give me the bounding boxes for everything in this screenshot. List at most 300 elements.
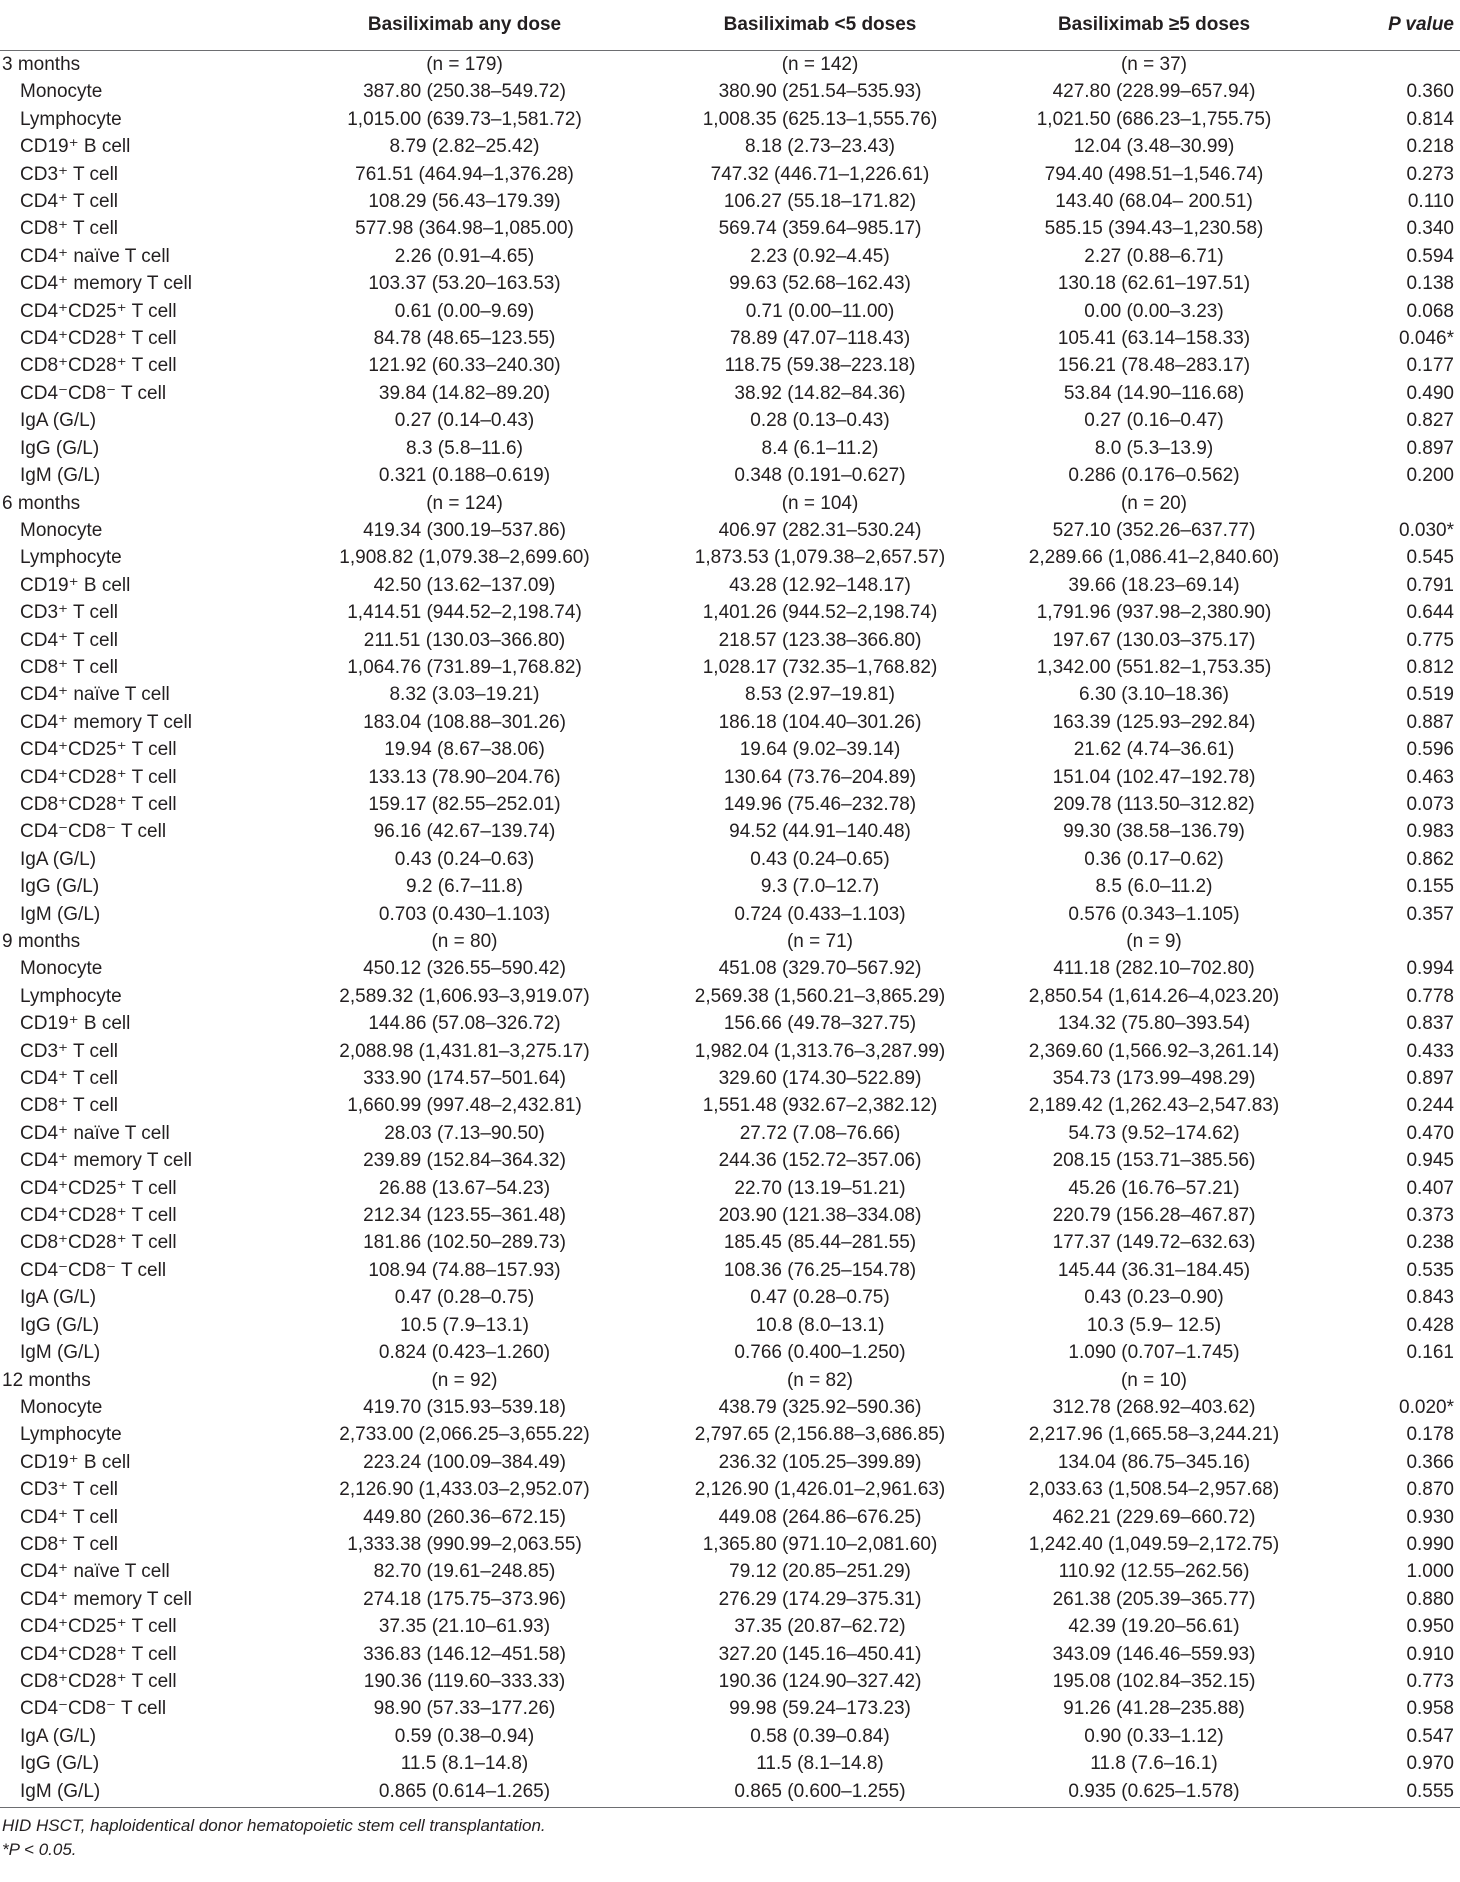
- table-row: [0, 1120, 1460, 1147]
- row-label: CD4⁺ naïve T cell: [20, 684, 170, 706]
- value-any-dose: 333.90 (174.57–501.64): [363, 1068, 566, 1090]
- group-row: [0, 51, 1460, 79]
- value-5-or-more-doses: 2.27 (0.88–6.71): [1084, 245, 1224, 267]
- row-label: CD8⁺ T cell: [20, 1533, 119, 1555]
- value-any-dose: 9.2 (6.7–11.8): [406, 876, 523, 898]
- value-less-than-5-doses: 1,982.04 (1,313.76–3,287.99): [694, 1040, 946, 1062]
- value-less-than-5-doses: 218.57 (123.38–366.80): [718, 629, 922, 651]
- value-any-dose: 1,333.38 (990.99–2,063.55): [347, 1533, 582, 1555]
- table-body: [0, 51, 1460, 1808]
- value-less-than-5-doses: 0.28 (0.13–0.43): [750, 410, 890, 432]
- p-value: 0.373: [1406, 1205, 1454, 1227]
- table-row: [0, 654, 1460, 681]
- row-label: CD4⁺CD28⁺ T cell: [20, 328, 177, 350]
- row-label: IgA (G/L): [20, 848, 97, 870]
- group-row: [0, 490, 1460, 517]
- p-value: 0.244: [1406, 1095, 1454, 1117]
- value-5-or-more-doses: 21.62 (4.74–36.61): [1073, 739, 1235, 761]
- value-less-than-5-doses: 19.64 (9.02–39.14): [739, 739, 901, 761]
- group-count-any-dose: (n = 179): [426, 54, 503, 75]
- value-less-than-5-doses: 2,797.65 (2,156.88–3,686.85): [694, 1424, 946, 1446]
- p-value: 0.273: [1406, 163, 1454, 185]
- table-header: [0, 0, 1460, 51]
- value-5-or-more-doses: 2,217.96 (1,665.58–3,244.21): [1028, 1424, 1280, 1446]
- row-label: CD4⁺ memory T cell: [20, 711, 192, 733]
- table-row: [0, 133, 1460, 160]
- value-less-than-5-doses: 149.96 (75.46–232.78): [723, 793, 917, 815]
- value-less-than-5-doses: 8.4 (6.1–11.2): [761, 437, 879, 459]
- value-any-dose: 1,414.51 (944.52–2,198.74): [347, 602, 582, 624]
- p-value: 0.238: [1406, 1232, 1454, 1254]
- p-value: 0.814: [1406, 108, 1454, 130]
- row-label: Monocyte: [20, 958, 103, 980]
- value-5-or-more-doses: 143.40 (68.04– 200.51): [1055, 191, 1253, 213]
- table-row: [0, 161, 1460, 188]
- value-any-dose: 26.88 (13.67–54.23): [378, 1177, 551, 1199]
- row-label: CD8⁺ T cell: [20, 218, 119, 240]
- value-less-than-5-doses: 380.90 (251.54–535.93): [718, 81, 922, 103]
- value-5-or-more-doses: 105.41 (63.14–158.33): [1057, 328, 1251, 350]
- value-less-than-5-doses: 2,126.90 (1,426.01–2,961.63): [694, 1479, 946, 1501]
- value-less-than-5-doses: 0.47 (0.28–0.75): [750, 1287, 890, 1309]
- table-row: [0, 572, 1460, 599]
- p-value: 0.791: [1406, 574, 1454, 596]
- row-label: CD4⁻CD8⁻ T cell: [20, 1259, 167, 1281]
- table-row: [0, 1202, 1460, 1229]
- value-any-dose: 577.98 (364.98–1,085.00): [355, 218, 574, 240]
- value-any-dose: 1,064.76 (731.89–1,768.82): [347, 656, 582, 678]
- table-row: [0, 1558, 1460, 1585]
- value-any-dose: 10.5 (7.9–13.1): [400, 1314, 529, 1336]
- value-any-dose: 0.865 (0.614–1.265): [378, 1780, 551, 1802]
- value-any-dose: 0.43 (0.24–0.63): [394, 848, 535, 870]
- value-5-or-more-doses: 527.10 (352.26–637.77): [1052, 519, 1256, 541]
- value-5-or-more-doses: 0.43 (0.23–0.90): [1084, 1287, 1224, 1309]
- row-label: CD4⁺ T cell: [20, 191, 119, 213]
- group-row: [0, 928, 1460, 955]
- value-any-dose: 103.37 (53.20–163.53): [368, 273, 561, 295]
- row-label: IgM (G/L): [20, 1342, 101, 1364]
- value-5-or-more-doses: 1,342.00 (551.82–1,753.35): [1036, 656, 1272, 678]
- p-value: 0.555: [1406, 1780, 1454, 1802]
- p-value: 0.490: [1406, 382, 1454, 404]
- p-value: 0.837: [1406, 1013, 1454, 1035]
- row-label: Lymphocyte: [20, 108, 122, 130]
- value-less-than-5-doses: 8.53 (2.97–19.81): [744, 684, 895, 706]
- p-value: 0.360: [1406, 81, 1454, 103]
- value-any-dose: 108.94 (74.88–157.93): [368, 1259, 561, 1281]
- table-row: [0, 1065, 1460, 1092]
- value-5-or-more-doses: 209.78 (113.50–312.82): [1053, 793, 1255, 815]
- value-less-than-5-doses: 0.58 (0.39–0.84): [750, 1725, 890, 1747]
- value-less-than-5-doses: 569.74 (359.64–985.17): [718, 218, 922, 240]
- table-row: [0, 955, 1460, 982]
- row-label: CD4⁺CD28⁺ T cell: [20, 1205, 177, 1227]
- value-any-dose: 449.80 (260.36–672.15): [363, 1506, 566, 1528]
- value-5-or-more-doses: 208.15 (153.71–385.56): [1052, 1150, 1256, 1172]
- row-label: CD4⁺ T cell: [20, 629, 119, 651]
- row-label: CD8⁺CD28⁺ T cell: [20, 793, 177, 815]
- table-row: [0, 846, 1460, 873]
- value-less-than-5-doses: 27.72 (7.08–76.66): [739, 1122, 901, 1144]
- row-label: CD8⁺CD28⁺ T cell: [20, 1670, 177, 1692]
- group-count-less-than-5: (n = 71): [786, 931, 853, 952]
- table-row: [0, 599, 1460, 626]
- table-row: [0, 435, 1460, 462]
- value-any-dose: 2.26 (0.91–4.65): [394, 245, 535, 267]
- group-count-5-or-more: (n = 20): [1120, 492, 1187, 514]
- group-count-any-dose: (n = 92): [431, 1369, 498, 1391]
- value-less-than-5-doses: 1,551.48 (932.67–2,382.12): [702, 1095, 938, 1117]
- p-value: 0.930: [1406, 1506, 1454, 1528]
- row-label: CD4⁻CD8⁻ T cell: [20, 1698, 167, 1720]
- value-any-dose: 19.94 (8.67–38.06): [384, 739, 545, 761]
- p-value: 0.778: [1406, 985, 1454, 1007]
- value-less-than-5-doses: 1,873.53 (1,079.38–2,657.57): [694, 547, 946, 569]
- value-any-dose: 2,733.00 (2,066.25–3,655.22): [339, 1424, 590, 1446]
- value-5-or-more-doses: 110.92 (12.55–262.56): [1058, 1561, 1250, 1583]
- value-5-or-more-doses: 151.04 (102.47–192.78): [1052, 766, 1256, 788]
- value-5-or-more-doses: 45.26 (16.76–57.21): [1068, 1177, 1240, 1199]
- p-value: 0.594: [1406, 245, 1454, 267]
- p-value: 0.812: [1406, 656, 1454, 678]
- p-value: 0.596: [1406, 739, 1454, 761]
- table-row: [0, 736, 1460, 763]
- row-label: CD4⁺CD25⁺ T cell: [20, 739, 177, 761]
- value-5-or-more-doses: 0.90 (0.33–1.12): [1084, 1725, 1224, 1747]
- value-5-or-more-doses: 0.935 (0.625–1.578): [1068, 1780, 1240, 1802]
- p-value: 0.644: [1406, 602, 1454, 624]
- row-label: CD4⁺CD25⁺ T cell: [20, 1616, 177, 1638]
- value-5-or-more-doses: 794.40 (498.51–1,546.74): [1044, 163, 1264, 185]
- value-less-than-5-doses: 0.766 (0.400–1.250): [734, 1342, 906, 1364]
- value-5-or-more-doses: 343.09 (146.46–559.93): [1052, 1643, 1256, 1665]
- value-any-dose: 11.5 (8.1–14.8): [400, 1753, 529, 1775]
- value-any-dose: 212.34 (123.55–361.48): [363, 1205, 566, 1227]
- table-row: [0, 1092, 1460, 1119]
- value-less-than-5-doses: 236.32 (105.25–399.89): [718, 1451, 922, 1473]
- table-row: [0, 627, 1460, 654]
- p-value: 0.366: [1406, 1451, 1454, 1473]
- value-5-or-more-doses: 145.44 (36.31–184.45): [1057, 1259, 1251, 1281]
- value-less-than-5-doses: 186.18 (104.40–301.26): [718, 711, 922, 733]
- value-less-than-5-doses: 438.79 (325.92–590.36): [718, 1396, 922, 1418]
- value-less-than-5-doses: 449.08 (264.86–676.25): [718, 1506, 922, 1528]
- group-label: 9 months: [2, 931, 81, 952]
- value-less-than-5-doses: 203.90 (121.38–334.08): [718, 1205, 922, 1227]
- value-any-dose: 84.78 (48.65–123.55): [373, 328, 556, 350]
- table-row: [0, 1641, 1460, 1668]
- p-value: 0.870: [1406, 1479, 1454, 1501]
- row-label: CD4⁺ memory T cell: [20, 273, 192, 295]
- value-less-than-5-doses: 406.97 (282.31–530.24): [718, 519, 922, 541]
- value-any-dose: 0.703 (0.430–1.103): [378, 903, 551, 925]
- p-value: 0.138: [1406, 273, 1454, 295]
- row-label: IgM (G/L): [20, 903, 101, 925]
- value-less-than-5-doses: 130.64 (73.76–204.89): [723, 766, 917, 788]
- value-less-than-5-doses: 156.66 (49.78–327.75): [723, 1013, 917, 1035]
- value-any-dose: 0.61 (0.00–9.69): [394, 300, 535, 322]
- table-row: [0, 983, 1460, 1010]
- table-row: [0, 1175, 1460, 1202]
- row-label: CD8⁺ T cell: [20, 1095, 119, 1117]
- value-5-or-more-doses: 99.30 (38.58–136.79): [1063, 821, 1245, 843]
- p-value: 0.155: [1406, 876, 1454, 898]
- value-any-dose: 387.80 (250.38–549.72): [363, 81, 566, 103]
- table-row: [0, 1449, 1460, 1476]
- table-row: [0, 873, 1460, 900]
- table-row: [0, 681, 1460, 708]
- value-less-than-5-doses: 2.23 (0.92–4.45): [750, 245, 890, 267]
- value-5-or-more-doses: 411.18 (282.10–702.80): [1053, 958, 1255, 980]
- table-row: [0, 1394, 1460, 1421]
- value-5-or-more-doses: 354.73 (173.99–498.29): [1052, 1068, 1256, 1090]
- row-label: IgG (G/L): [20, 437, 100, 459]
- value-5-or-more-doses: 163.39 (125.93–292.84): [1052, 711, 1256, 733]
- value-less-than-5-doses: 1,365.80 (971.10–2,081.60): [702, 1533, 938, 1555]
- row-label: CD19⁺ B cell: [20, 136, 131, 158]
- p-value: 0.218: [1406, 136, 1454, 158]
- p-value: 0.178: [1406, 1424, 1454, 1446]
- table-row: [0, 1695, 1460, 1722]
- value-any-dose: 211.51 (130.03–366.80): [363, 629, 566, 651]
- row-label: CD19⁺ B cell: [20, 1013, 131, 1035]
- value-any-dose: 336.83 (146.12–451.58): [363, 1643, 566, 1665]
- value-less-than-5-doses: 0.43 (0.24–0.65): [750, 848, 890, 870]
- table-row: [0, 188, 1460, 215]
- row-label: CD4⁺ T cell: [20, 1068, 119, 1090]
- value-any-dose: 419.34 (300.19–537.86): [363, 519, 566, 541]
- value-5-or-more-doses: 312.78 (268.92–403.62): [1052, 1396, 1256, 1418]
- row-label: Monocyte: [20, 1396, 103, 1418]
- p-value: 0.827: [1406, 410, 1454, 432]
- value-less-than-5-doses: 79.12 (20.85–251.29): [729, 1561, 911, 1583]
- row-label: IgA (G/L): [20, 1287, 97, 1309]
- table-row: [0, 791, 1460, 818]
- row-label: CD4⁺ memory T cell: [20, 1588, 192, 1610]
- p-value: 0.535: [1406, 1259, 1454, 1281]
- value-less-than-5-doses: 118.75 (59.38–223.18): [724, 355, 916, 377]
- value-less-than-5-doses: 94.52 (44.91–140.48): [729, 821, 911, 843]
- p-value: 0.897: [1406, 1068, 1454, 1090]
- value-any-dose: 419.70 (315.93–539.18): [363, 1396, 566, 1418]
- table-row: [0, 1476, 1460, 1503]
- header-label-column: [0, 0, 285, 51]
- row-label: CD4⁺ naïve T cell: [20, 1122, 170, 1144]
- p-value: 0.887: [1406, 711, 1454, 733]
- table-row: [0, 78, 1460, 105]
- value-less-than-5-doses: 37.35 (20.87–62.72): [734, 1616, 906, 1638]
- p-value: 0.073: [1406, 793, 1454, 815]
- p-value: 0.843: [1406, 1287, 1454, 1309]
- value-less-than-5-doses: 747.32 (446.71–1,226.61): [710, 163, 930, 185]
- p-value: 0.433: [1406, 1040, 1454, 1062]
- row-label: CD4⁻CD8⁻ T cell: [20, 382, 167, 404]
- row-label: IgG (G/L): [20, 876, 100, 898]
- footnote-abbreviation: HID HSCT, haploidentical donor hematopoietic stem cell transplantation.: [2, 1816, 546, 1835]
- group-count-any-dose: (n = 80): [431, 931, 498, 952]
- p-value: 0.545: [1406, 547, 1454, 569]
- group-label: 12 months: [2, 1369, 91, 1391]
- value-5-or-more-doses: 1.090 (0.707–1.745): [1068, 1342, 1240, 1364]
- value-5-or-more-doses: 0.00 (0.00–3.23): [1084, 300, 1224, 322]
- table-row: [0, 106, 1460, 133]
- p-value: 0.773: [1406, 1670, 1454, 1692]
- value-5-or-more-doses: 8.5 (6.0–11.2): [1095, 876, 1213, 898]
- p-value: 0.110: [1407, 191, 1454, 213]
- header-p-value: [1312, 0, 1460, 51]
- group-count-less-than-5: (n = 104): [781, 492, 859, 514]
- value-any-dose: 121.92 (60.33–240.30): [368, 355, 561, 377]
- value-any-dose: 2,088.98 (1,431.81–3,275.17): [339, 1040, 590, 1062]
- table-row: [0, 1257, 1460, 1284]
- p-value: 0.983: [1406, 821, 1454, 843]
- row-label: CD3⁺ T cell: [20, 1040, 119, 1062]
- value-5-or-more-doses: 0.36 (0.17–0.62): [1084, 848, 1224, 870]
- table-row: [0, 380, 1460, 407]
- value-any-dose: 133.13 (78.90–204.76): [368, 766, 561, 788]
- row-label: CD4⁺ memory T cell: [20, 1150, 192, 1172]
- table-row: [0, 1038, 1460, 1065]
- group-label: 6 months: [2, 492, 81, 514]
- table-row: [0, 764, 1460, 791]
- row-label: CD3⁺ T cell: [20, 602, 119, 624]
- row-label: IgA (G/L): [20, 1725, 97, 1747]
- value-5-or-more-doses: 462.21 (229.69–660.72): [1052, 1506, 1256, 1528]
- value-less-than-5-doses: 106.27 (55.18–171.82): [723, 191, 917, 213]
- value-5-or-more-doses: 220.79 (156.28–467.87): [1052, 1205, 1256, 1227]
- value-5-or-more-doses: 0.27 (0.16–0.47): [1084, 410, 1224, 432]
- row-label: CD19⁺ B cell: [20, 1451, 131, 1473]
- table-row: [0, 325, 1460, 352]
- table-row: [0, 1723, 1460, 1750]
- value-5-or-more-doses: 130.18 (62.61–197.51): [1057, 273, 1251, 295]
- value-5-or-more-doses: 585.15 (394.43–1,230.58): [1044, 218, 1264, 240]
- value-5-or-more-doses: 134.04 (86.75–345.16): [1057, 1451, 1251, 1473]
- value-any-dose: 42.50 (13.62–137.09): [373, 574, 556, 596]
- value-less-than-5-doses: 190.36 (124.90–327.42): [718, 1670, 922, 1692]
- table-row: [0, 215, 1460, 242]
- table-row: [0, 1750, 1460, 1777]
- row-label: IgM (G/L): [20, 1780, 101, 1802]
- value-any-dose: 274.18 (175.75–373.96): [363, 1588, 566, 1610]
- table-row: [0, 1778, 1460, 1808]
- row-label: CD3⁺ T cell: [20, 1479, 119, 1501]
- value-5-or-more-doses: 11.8 (7.6–16.1): [1090, 1753, 1218, 1775]
- value-less-than-5-doses: 244.36 (152.72–357.06): [718, 1150, 922, 1172]
- p-value: 0.428: [1406, 1314, 1454, 1336]
- p-value: 1.000: [1406, 1561, 1454, 1583]
- value-less-than-5-doses: 185.45 (85.44–281.55): [723, 1232, 917, 1254]
- p-value: 0.910: [1406, 1643, 1454, 1665]
- value-any-dose: 96.16 (42.67–139.74): [373, 821, 556, 843]
- value-any-dose: 37.35 (21.10–61.93): [378, 1616, 551, 1638]
- row-label: CD8⁺CD28⁺ T cell: [20, 1232, 177, 1254]
- value-any-dose: 39.84 (14.82–89.20): [378, 382, 551, 404]
- value-any-dose: 0.47 (0.28–0.75): [394, 1287, 535, 1309]
- table-row: [0, 709, 1460, 736]
- p-value: 0.994: [1406, 958, 1454, 980]
- value-5-or-more-doses: 197.67 (130.03–375.17): [1052, 629, 1256, 651]
- p-value: 0.046*: [1399, 328, 1454, 350]
- value-any-dose: 8.3 (5.8–11.6): [406, 437, 523, 459]
- group-count-less-than-5: (n = 142): [781, 54, 859, 75]
- value-any-dose: 0.824 (0.423–1.260): [378, 1342, 551, 1364]
- p-value: 0.463: [1406, 766, 1454, 788]
- row-label: CD4⁺CD28⁺ T cell: [20, 766, 177, 788]
- value-any-dose: 108.29 (56.43–179.39): [368, 191, 561, 213]
- group-p-empty: [1312, 928, 1460, 955]
- group-count-5-or-more: (n = 10): [1120, 1369, 1187, 1391]
- value-any-dose: 8.79 (2.82–25.42): [389, 136, 540, 158]
- value-less-than-5-doses: 0.71 (0.00–11.00): [745, 300, 895, 322]
- value-5-or-more-doses: 8.0 (5.3–13.9): [1094, 437, 1214, 459]
- value-5-or-more-doses: 1,242.40 (1,049.59–2,172.75): [1028, 1533, 1280, 1555]
- p-value: 0.340: [1406, 218, 1454, 240]
- row-label: CD4⁺ naïve T cell: [20, 1561, 170, 1583]
- header-less-than-5-doses: Basiliximab <5 doses: [644, 0, 996, 51]
- table-row: [0, 1147, 1460, 1174]
- value-5-or-more-doses: 2,850.54 (1,614.26–4,023.20): [1028, 985, 1280, 1007]
- row-label: CD4⁺CD28⁺ T cell: [20, 1643, 177, 1665]
- group-label: 3 months: [2, 54, 81, 75]
- row-label: IgM (G/L): [20, 465, 101, 487]
- value-5-or-more-doses: 1,791.96 (937.98–2,380.90): [1036, 602, 1272, 624]
- value-5-or-more-doses: 177.37 (149.72–632.63): [1052, 1232, 1256, 1254]
- table-row: [0, 1312, 1460, 1339]
- value-5-or-more-doses: 12.04 (3.48–30.99): [1073, 136, 1235, 158]
- row-label: CD4⁺CD25⁺ T cell: [20, 1177, 177, 1199]
- value-less-than-5-doses: 99.98 (59.24–173.23): [729, 1698, 911, 1720]
- value-any-dose: 0.27 (0.14–0.43): [394, 410, 535, 432]
- table-row: [0, 818, 1460, 845]
- p-value: 0.945: [1406, 1150, 1454, 1172]
- table-row: [0, 462, 1460, 489]
- table-row: [0, 407, 1460, 434]
- value-less-than-5-doses: 0.724 (0.433–1.103): [734, 903, 906, 925]
- value-less-than-5-doses: 10.8 (8.0–13.1): [755, 1314, 885, 1336]
- row-label: CD4⁺ T cell: [20, 1506, 119, 1528]
- value-any-dose: 450.12 (326.55–590.42): [363, 958, 566, 980]
- value-less-than-5-doses: 108.36 (76.25–154.78): [723, 1259, 917, 1281]
- value-any-dose: 223.24 (100.09–384.49): [363, 1451, 566, 1473]
- p-value: 0.177: [1406, 355, 1454, 377]
- group-count-5-or-more: (n = 9): [1126, 931, 1182, 952]
- p-value: 0.068: [1406, 300, 1454, 322]
- value-any-dose: 2,126.90 (1,433.03–2,952.07): [339, 1479, 590, 1501]
- p-value: 0.519: [1406, 684, 1454, 706]
- value-less-than-5-doses: 276.29 (174.29–375.31): [718, 1588, 922, 1610]
- group-p-empty: [1312, 490, 1460, 517]
- table-row: [0, 1531, 1460, 1558]
- table-row: [0, 243, 1460, 270]
- value-less-than-5-doses: 451.08 (329.70–567.92): [718, 958, 922, 980]
- row-label: CD4⁺ naïve T cell: [20, 245, 170, 267]
- value-5-or-more-doses: 0.286 (0.176–0.562): [1068, 465, 1240, 487]
- p-value: 0.897: [1406, 437, 1454, 459]
- value-5-or-more-doses: 2,369.60 (1,566.92–3,261.14): [1028, 1040, 1280, 1062]
- value-less-than-5-doses: 1,028.17 (732.35–1,768.82): [702, 656, 938, 678]
- table-row: [0, 1504, 1460, 1531]
- value-any-dose: 144.86 (57.08–326.72): [368, 1013, 561, 1035]
- value-less-than-5-doses: 2,569.38 (1,560.21–3,865.29): [694, 985, 946, 1007]
- value-5-or-more-doses: 1,021.50 (686.23–1,755.75): [1036, 108, 1272, 130]
- row-label: CD3⁺ T cell: [20, 163, 119, 185]
- value-5-or-more-doses: 156.21 (78.48–283.17): [1057, 355, 1251, 377]
- table-row: [0, 298, 1460, 325]
- p-value: 0.950: [1406, 1616, 1454, 1638]
- value-5-or-more-doses: 195.08 (102.84–352.15): [1052, 1670, 1256, 1692]
